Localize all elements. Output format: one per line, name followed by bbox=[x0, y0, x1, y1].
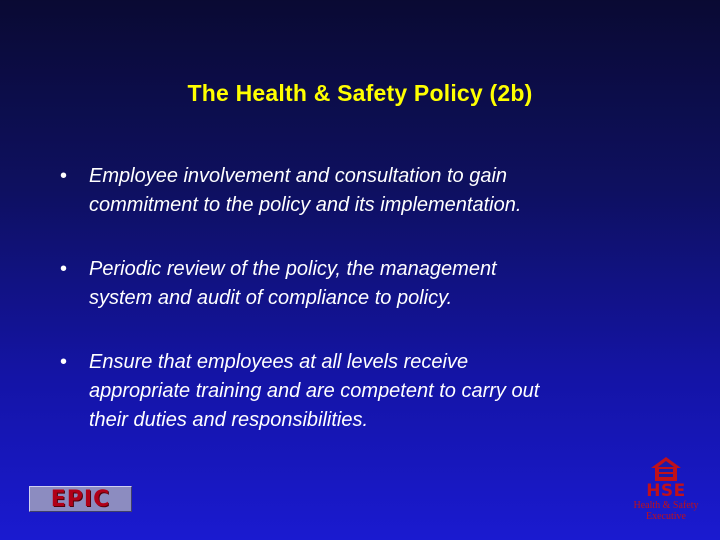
bullet-item-3 bbox=[60, 348, 670, 435]
bullet-item-2 bbox=[60, 255, 670, 313]
hse-logo-text: HSE bbox=[646, 481, 686, 501]
bullet-marker: • bbox=[60, 258, 68, 280]
epic-logo bbox=[29, 486, 132, 512]
bullet-line: their duties and responsibilities. bbox=[89, 409, 369, 431]
bullet-line: commitment to the policy and its implementation. bbox=[89, 194, 522, 216]
bullet-line: Ensure that employees at all levels receive bbox=[89, 351, 469, 373]
hse-logo-subtext: Executive bbox=[646, 511, 686, 522]
hse-logo-subtext: Health & Safety bbox=[633, 500, 699, 511]
bullet-marker: • bbox=[60, 351, 68, 373]
hse-logo bbox=[626, 456, 706, 536]
slide-title: The Health & Safety Policy (2b) bbox=[187, 80, 533, 106]
bullet-item-1 bbox=[60, 162, 670, 220]
epic-logo-text: EPIC bbox=[50, 486, 111, 512]
bullet-line: Employee involvement and consultation to gain bbox=[89, 165, 508, 187]
bullet-list bbox=[60, 162, 670, 470]
bullet-line: system and audit of compliance to policy. bbox=[89, 287, 453, 309]
bullet-line: Periodic review of the policy, the management bbox=[89, 258, 497, 280]
bullet-line: appropriate training and are competent to carry out bbox=[89, 380, 540, 402]
bullet-marker: • bbox=[60, 165, 68, 187]
hse-house-icon bbox=[650, 456, 682, 482]
